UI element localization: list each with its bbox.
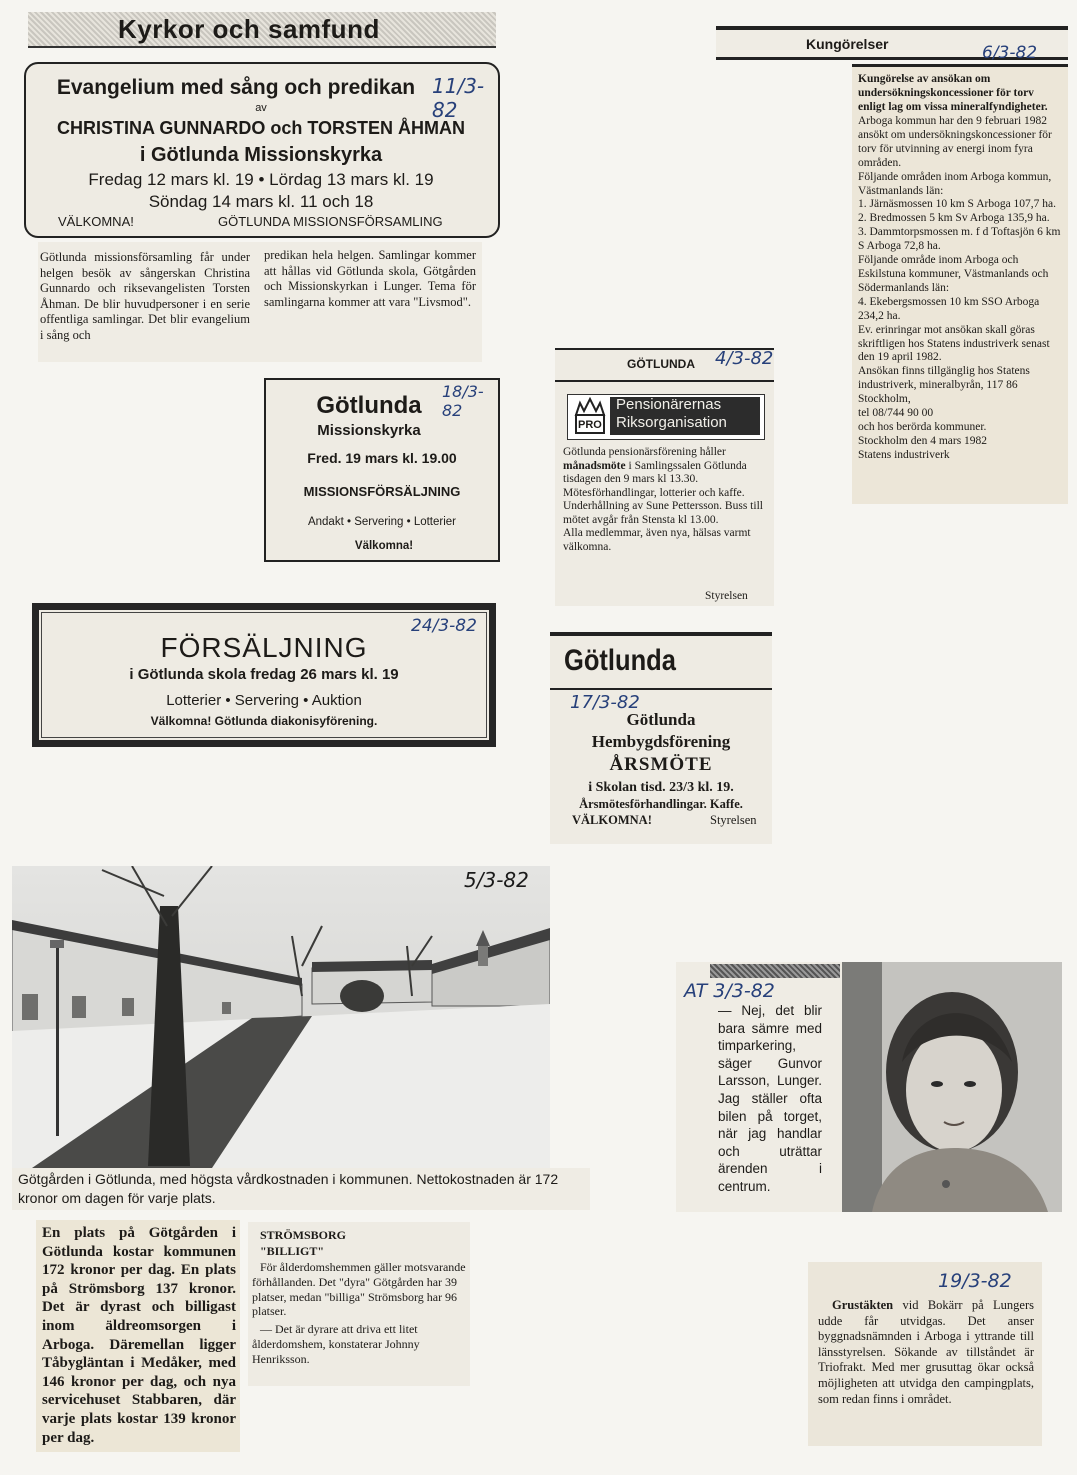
kungorelser-line: Följande områden inom Arboga kommun, Västmanlands län: bbox=[858, 170, 1052, 197]
pro-text-2: Mötesförhandlingar, lotterier och kaffe. bbox=[563, 486, 745, 499]
hembygd-ad bbox=[550, 632, 772, 844]
portrait-photo bbox=[842, 962, 1062, 1212]
kungorelser-line: Stockholm den 4 mars 1982 bbox=[858, 434, 988, 447]
kungorelser-line: 2. Bredmossen 5 km Sv Arboga 135,9 ha. bbox=[858, 212, 1050, 225]
ad-items: Lotterier • Servering • Auktion bbox=[166, 692, 362, 709]
ad-line1: Fredag 12 mars kl. 19 • Lördag 13 mars kl. 19 bbox=[88, 170, 434, 189]
kungorelser-line: 3. Dammtorpsmossen m. f d Toftasjön 6 km S Arboga 72,8 ha. bbox=[858, 226, 1061, 253]
article-mission bbox=[38, 242, 482, 362]
stromsborg-p1: För ålderdomshemmen gäller motsvarande förhållanden. Det "dyra" Götgården har 39 platser, medan "billiga" Strömsborg har 96 platser. bbox=[252, 1260, 466, 1319]
article-cost-text: En plats på Götgården i Götlunda kostar kommunen 172 kronor per dag. En plats på Strömsborg 137 kronor. Det är dyrast och billigast inom äldreomsorgen i Arboga. Däremellan ligger Tåbygläntan i Medåker, med 146 kronor per dag, och nya servicehuset Stabbaren, där varje plats kostar 139 kronor per dag. bbox=[42, 1225, 236, 1446]
hembygd-org2: Hembygdsförening bbox=[591, 732, 731, 751]
date-note: AT 3/3-82 bbox=[684, 980, 775, 1002]
ad-welcome: Välkomna! Götlunda diakonisyförening. bbox=[150, 714, 378, 728]
pro-logo bbox=[567, 394, 765, 440]
photo-gotgarden bbox=[12, 866, 550, 1168]
article-col2: predikan hela helgen. Samlingar kommer att hållas vid Götlunda skola, Götgården och Missionskyrkan i Lunger. Tema för samlingarna kommer att vara "Livsmod". bbox=[264, 248, 476, 309]
kungorelser-line: 4. Ekebergsmossen 10 km SSO Arboga 234,2 ha. bbox=[858, 295, 1040, 322]
photo-caption: Götgården i Götlunda, med högsta vårdkostnaden i kommunen. Nettokostnaden är 172 kronor om dagen för varje plats. bbox=[12, 1168, 590, 1210]
quote-text: — Nej, det blir bara sämre med timparkering, säger Gunvor Larsson, Lunger. Jag ställer ofta bilen på torget, när jag handlar och uträttar ärenden i centrum. bbox=[718, 1003, 822, 1194]
grustakten-notice bbox=[808, 1262, 1042, 1446]
ad-missionskyrkan bbox=[264, 378, 500, 562]
kungorelser-line: Följande område inom Arboga och Eskilstuna kommuner, Västmanlands och Södermanlands län: bbox=[858, 254, 1049, 294]
ad-event: MISSIONSFÖRSÄLJNING bbox=[303, 484, 461, 499]
pro-text-4: Alla medlemmar, även nya, hälsas varmt välkomna. bbox=[563, 527, 751, 553]
pro-notice bbox=[555, 348, 774, 606]
ad-items: Andakt • Servering • Lotterier bbox=[307, 516, 457, 528]
stromsborg-p2: — Det är dyrare att driva ett litet ålderdomshem, konstaterar Johnny Henriksson. bbox=[252, 1322, 420, 1366]
pro-logo-abbr: PRO bbox=[578, 419, 602, 431]
photo-image bbox=[12, 866, 550, 1168]
kungorelser-line: och hos berörda kommuner. bbox=[858, 420, 987, 433]
ad-venue: i Götlunda Missionskyrka bbox=[139, 144, 383, 166]
kungorelser-line: Arboga kommun har den 9 februari 1982 ansökt om undersökningskoncessioner för torv för utvinning av energi inom fyra områden. bbox=[858, 115, 1052, 169]
quote-rule bbox=[710, 964, 840, 978]
pro-text-1: Götlunda pensionärsförening håller månadsmöte i Samlingssalen Götlunda tisdagen den 9 mars kl 13.30. bbox=[563, 446, 747, 485]
hembygd-title: Götlunda bbox=[564, 644, 676, 677]
article-col1: Götlunda missionsförsamling får under helgen besök av sångerskan Christina Gunnardo och riksevangelisten Torsten Åhman. De blir huvudpersoner i en serie offentliga samlingar. Det blir evangelium i sång och bbox=[40, 250, 250, 342]
pro-text-3: Underhållning av Sune Pettersson. Buss till mötet avgår från Stensta kl 13.00. bbox=[563, 500, 763, 526]
pro-logo-line2: Riksorganisation bbox=[616, 414, 727, 431]
date-note: 11/3-82 bbox=[432, 74, 485, 122]
pro-logo-line1: Pensionärernas bbox=[616, 396, 722, 413]
pro-header: GÖTLUNDA bbox=[627, 357, 695, 371]
ad-subtitle: Missionskyrka bbox=[317, 422, 421, 439]
grustakten-lead: Grustäkten bbox=[832, 1298, 894, 1312]
kungorelser-line: Ev. erinringar mot ansökan skall göras skriftligen hos Statens industriverk senast den 19 april 1982. bbox=[858, 323, 1050, 364]
date-note: 17/3-82 bbox=[570, 692, 640, 713]
date-note: 5/3-82 bbox=[464, 868, 529, 892]
kungorelser-line: Ansökan finns tillgänglig hos Statens industriverk, mineralbyrån, 117 86 Stockholm, bbox=[858, 365, 1030, 406]
quote-gunvor bbox=[676, 962, 1062, 1212]
hembygd-org1: Götlunda bbox=[626, 710, 696, 729]
ad-title: FÖRSÄLJNING bbox=[160, 632, 368, 663]
stromsborg-heading1: STRÖMSBORG bbox=[260, 1228, 347, 1242]
ad-title: Götlunda bbox=[316, 392, 422, 419]
ad-time: Fred. 19 mars kl. 19.00 bbox=[307, 450, 457, 466]
hembygd-welcome: VÄLKOMNA! bbox=[572, 813, 652, 827]
ad-names: CHRISTINA GUNNARDO och TORSTEN ÅHMAN bbox=[57, 118, 465, 138]
hembygd-where: i Skolan tisd. 23/3 kl. 19. bbox=[588, 780, 734, 795]
date-note: 18/3-82 bbox=[442, 382, 484, 420]
ad-forsaljning bbox=[32, 603, 496, 747]
hembygd-event: ÅRSMÖTE bbox=[609, 754, 713, 775]
kungorelser-body bbox=[858, 115, 1064, 463]
kungorelser-lead: Kungörelse av ansökan om undersökningskoncessioner för torv enligt lag om vissa mineralfyndigheter. bbox=[858, 73, 1048, 113]
grustakten-text bbox=[818, 1298, 1034, 1407]
ad-org: GÖTLUNDA MISSIONSFÖRSAMLING bbox=[218, 214, 443, 229]
date-note: 4/3-82 bbox=[715, 348, 774, 369]
kungorelser-line: Statens industriverk bbox=[858, 448, 950, 461]
pro-sign: Styrelsen bbox=[705, 590, 748, 602]
kungorelser-line: tel 08/744 90 00 bbox=[858, 407, 934, 420]
stromsborg-heading2: "BILLIGT" bbox=[260, 1244, 325, 1258]
ad-evangelium bbox=[24, 62, 500, 238]
section-title: Kyrkor och samfund bbox=[118, 14, 380, 44]
section-header bbox=[28, 12, 496, 48]
date-note: 19/3-82 bbox=[938, 1270, 1012, 1292]
ad-welcome: Välkomna! bbox=[354, 540, 414, 552]
kungorelser-notice bbox=[852, 43, 1068, 504]
ad-headline: Evangelium med sång och predikan bbox=[56, 76, 416, 99]
article-cost bbox=[36, 1220, 240, 1452]
kungorelser-title: Kungörelser bbox=[806, 36, 889, 52]
ad-where: i Götlunda skola fredag 26 mars kl. 19 bbox=[129, 666, 399, 683]
article-stromsborg bbox=[248, 1222, 470, 1386]
hembygd-agenda: Årsmötesförhandlingar. Kaffe. bbox=[579, 797, 743, 811]
hembygd-sign: Styrelsen bbox=[710, 813, 757, 827]
ad-line2: Söndag 14 mars kl. 11 och 18 bbox=[148, 192, 374, 211]
grustakten-body: vid Bokärr på Lungers udde får utvidgas. Det anser byggnadsnämnden i Arboga i yttrande till länsstyrelsen. Sökande av tillståndet är Triofrakt. Med mer grusuttag ökar också möjligheten att utvidga den campingplats, som redan finns i området. bbox=[818, 1298, 1034, 1406]
kungorelser-line: 1. Järnäsmossen 10 km S Arboga 107,7 ha. bbox=[858, 198, 1057, 211]
date-note: 24/3-82 bbox=[411, 616, 477, 636]
ad-av: av bbox=[255, 102, 267, 114]
date-note: 6/3-82 bbox=[982, 43, 1038, 63]
ad-welcome: VÄLKOMNA! bbox=[58, 214, 134, 229]
